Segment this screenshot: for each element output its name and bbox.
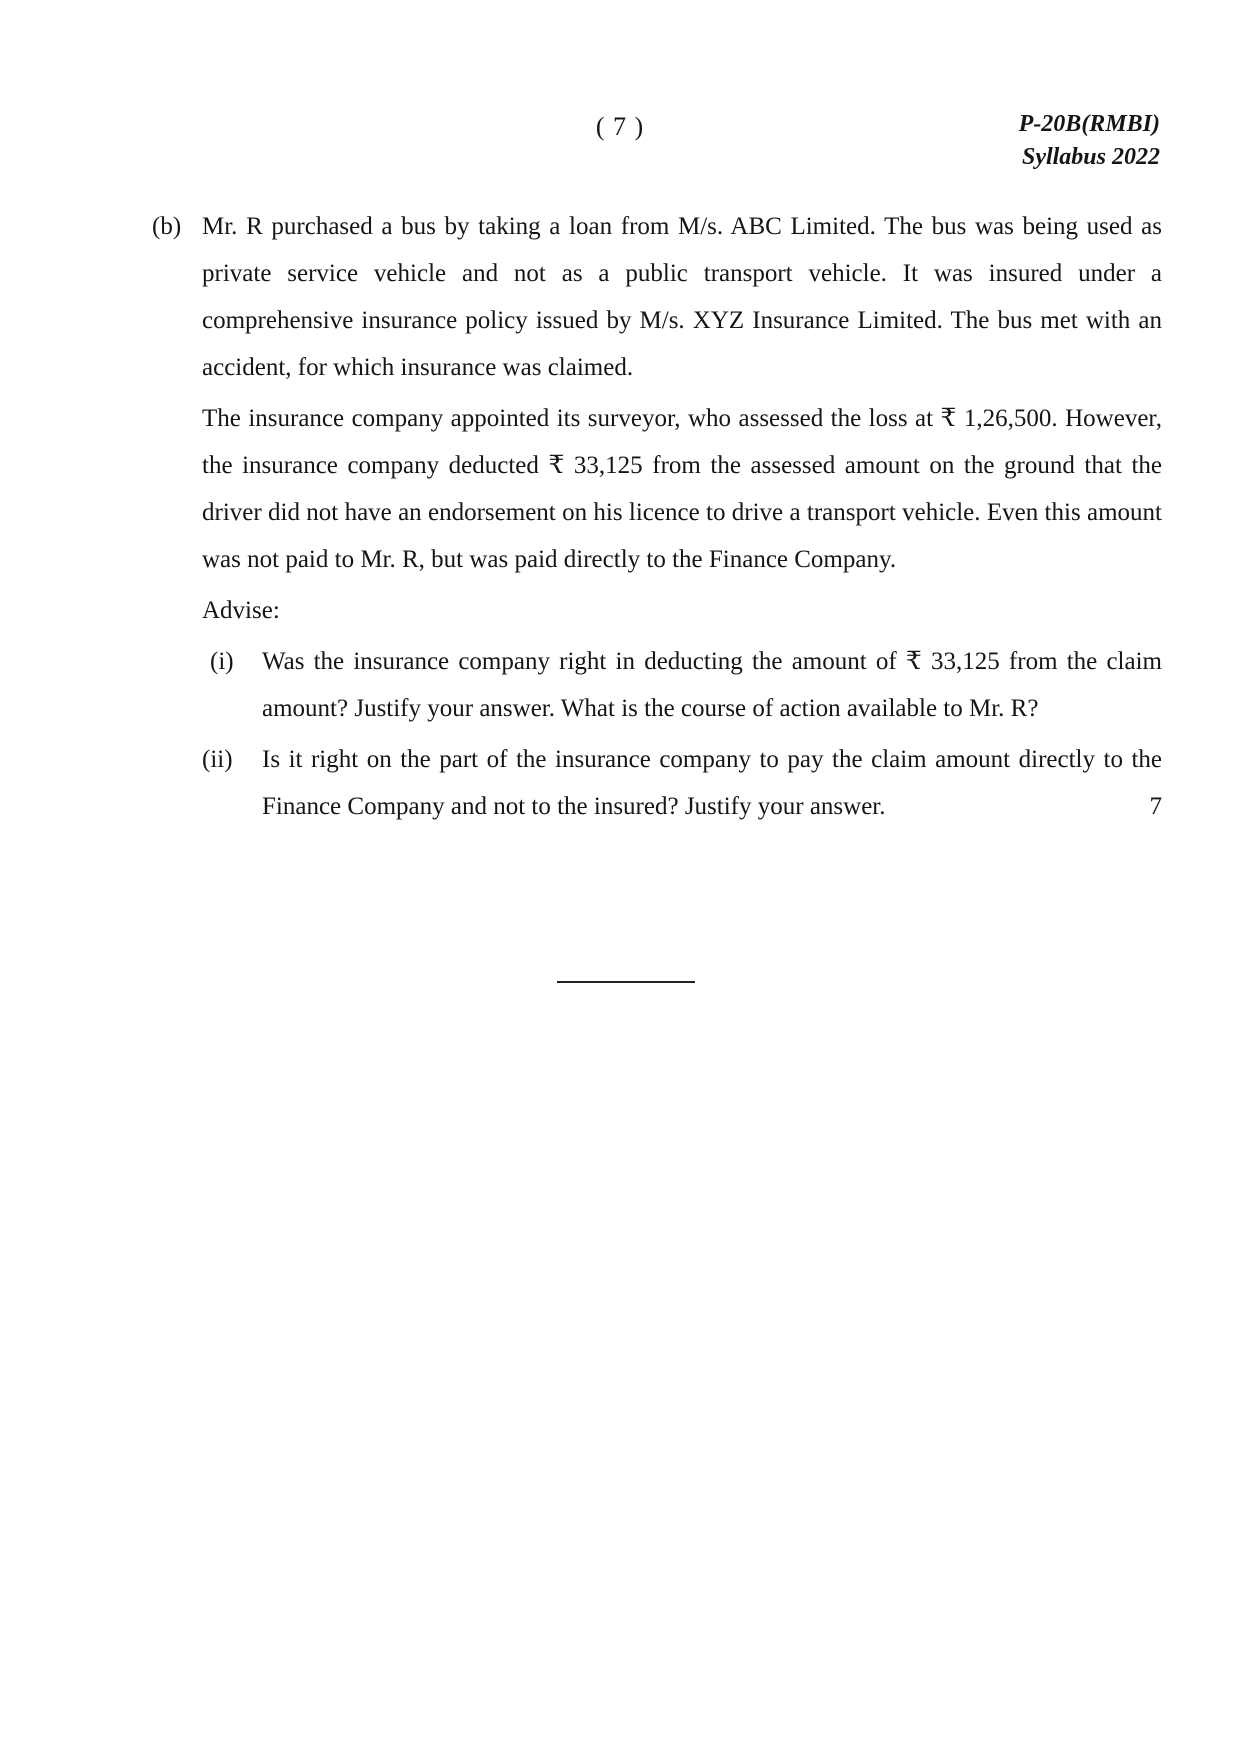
advise-label: Advise:: [202, 597, 280, 624]
marks: 7: [1149, 793, 1162, 820]
sub-question-label: (ii): [202, 746, 233, 773]
sub-question-text: Is it right on the part of the insurance company to pay the claim amount directly to the Finance Company and not to the insured? Justify your answer.: [262, 746, 1162, 820]
paper-code-block: [1019, 108, 1160, 174]
page-number: ( 7 ): [595, 112, 645, 141]
sub-question-label: (i): [210, 648, 234, 675]
question-body: [202, 203, 1162, 830]
end-of-paper-rule: [557, 981, 695, 983]
question-paragraph: The insurance company appointed its surveyor, who assessed the loss at ₹ 1,26,500. However, the insurance company deducted ₹ 33,125 from the assessed amount on the ground that the driver did not have an endorsement on his licence to drive a transport vehicle. Even this amount was not paid to Mr. R, but was paid directly to the Finance Company.: [202, 405, 1162, 573]
question-b: [152, 203, 1162, 830]
sub-question-ii: [202, 736, 1162, 830]
sub-question-text: Was the insurance company right in deducting the amount of ₹ 33,125 from the claim amount? Justify your answer. What is the course of action available to Mr. R?: [262, 648, 1162, 722]
paper-code: P-20B(RMBI): [1018, 111, 1160, 137]
question-paragraph: Mr. R purchased a bus by taking a loan from M/s. ABC Limited. The bus was being used as private service vehicle and not as a public transport vehicle. It was insured under a comprehensive insurance policy issued by M/s. XYZ Insurance Limited. The bus met with an accident, for which insurance was claimed.: [202, 213, 1162, 381]
question-label: (b): [152, 213, 182, 240]
sub-question-i: [202, 638, 1162, 732]
syllabus-year: Syllabus 2022: [1021, 144, 1160, 170]
